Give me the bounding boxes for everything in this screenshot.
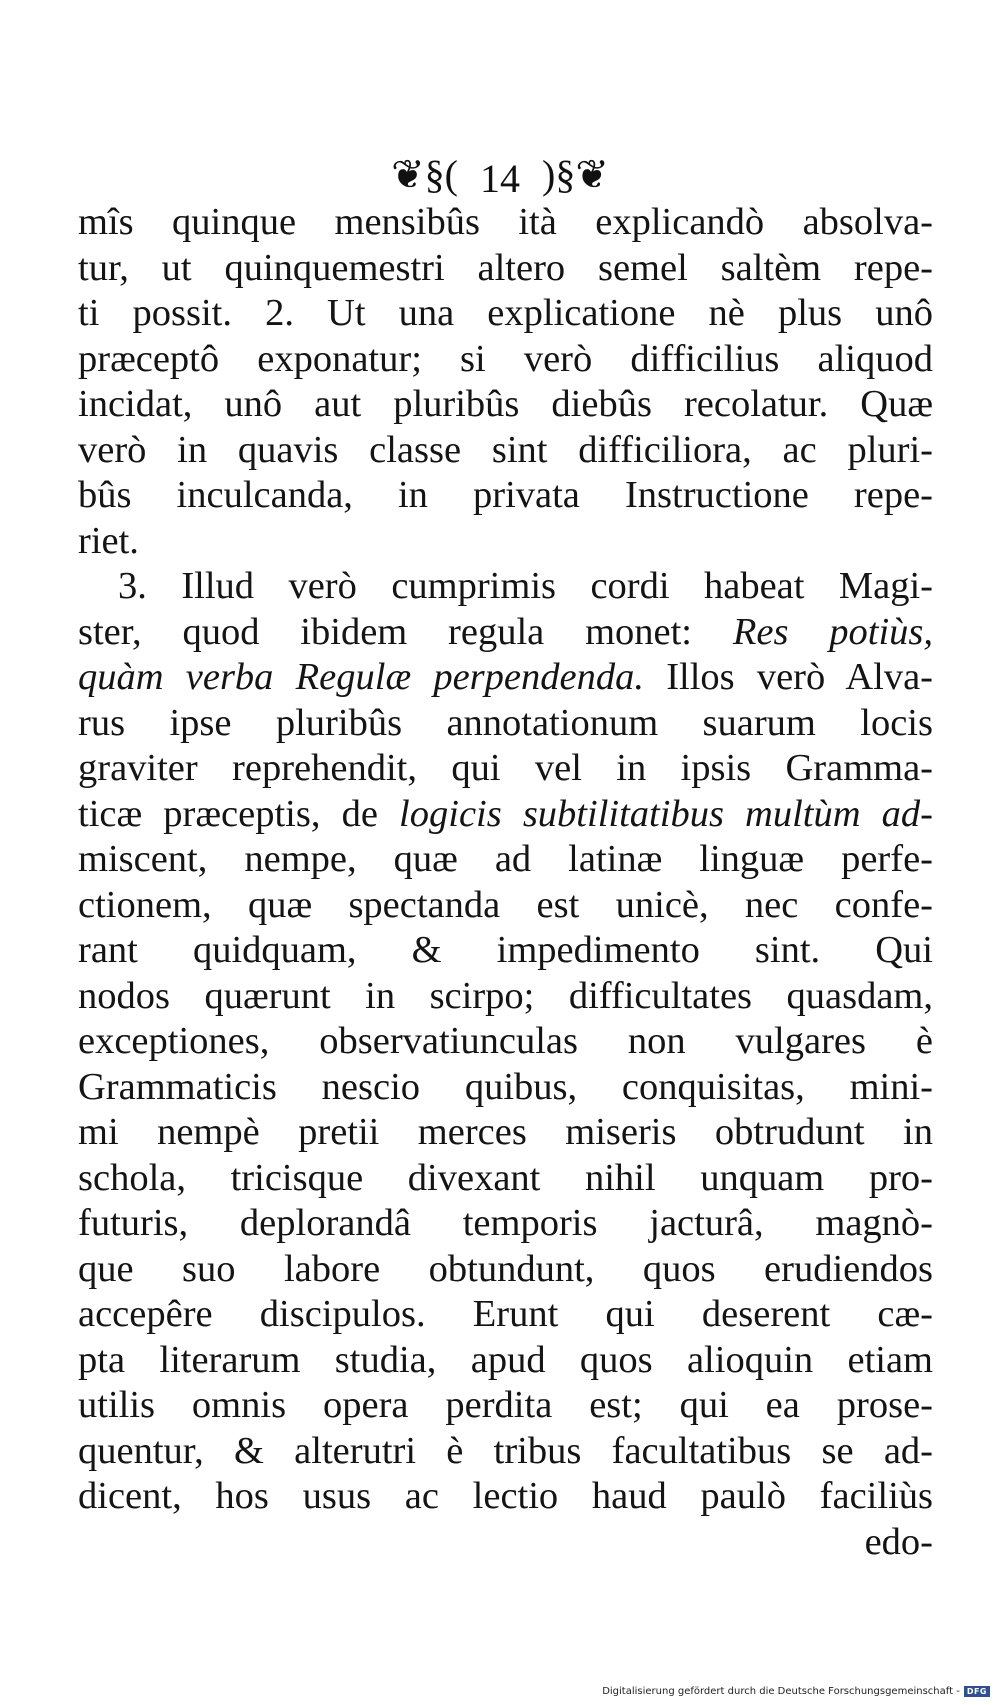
digitization-footer [602, 1686, 990, 1697]
text-line: mi nempè pretii merces miseris obtrudunt in [78, 1111, 933, 1153]
italic-segment: logicis subtilitatibus multùm ad- [399, 792, 933, 835]
text-segment: miscent, nempe, quæ ad latinæ linguæ perfe- [78, 838, 933, 880]
text-line: rant quidquam, & impedimento sint. Qui [78, 929, 933, 971]
text-line-mixed [78, 655, 933, 701]
text-line: tur, ut quinquemestri altero semel saltèm repe- [78, 246, 933, 289]
page-number: 14 [480, 155, 520, 201]
text-line: schola, tricisque divexant nihil unquam pro- [78, 1156, 933, 1199]
text-segment: ticæ præceptis, de [78, 792, 378, 835]
left-ornament: ❦§( [391, 151, 458, 197]
text-line: que suo labore obtundunt, quos erudiendos [78, 1247, 933, 1290]
text-line: præceptô exponatur; si verò difficilius aliquod [78, 337, 933, 380]
text-line: verò in quavis classe sint difficiliora, ac pluri- [78, 428, 933, 471]
text-line-mixed [78, 610, 933, 656]
dfg-logo-icon: DFG [964, 1686, 990, 1697]
text-line: exceptiones, observatiunculas non vulgares è [78, 1020, 933, 1062]
text-line: futuris, deplorandâ temporis jacturâ, magnò- [78, 1202, 933, 1244]
text-line: mîs quinque mensibûs ità explicandò absolva- [78, 201, 933, 243]
text-line: graviter reprehendit, qui vel in ipsis Gramma- [78, 747, 933, 789]
catchword: edo- [864, 1520, 933, 1563]
text-line: ti possit. 2. Ut una explicatione nè plus unô [78, 292, 933, 334]
text-segment: Illos verò Alva- [666, 656, 934, 698]
italic-segment: quàm verba Regulæ perpendenda. [78, 656, 644, 698]
text-line: bûs inculcanda, in privata Instructione repe- [78, 474, 933, 516]
text-line: ctionem, quæ spectanda est unicè, nec confe- [78, 883, 933, 926]
text-line: accepêre discipulos. Erunt qui deserent cæ- [78, 1293, 933, 1335]
text-line: quentur, & alterutri è tribus facultatibus se ad- [78, 1429, 933, 1472]
text-line: rus ipse pluribûs annotationum suarum locis [78, 701, 933, 744]
page-body [78, 200, 933, 1565]
text-line: pta literarum studia, apud quos alioquin etiam [78, 1338, 933, 1381]
page-header [0, 150, 1000, 204]
text-line: utilis omnis opera perdita est; qui ea prose- [78, 1384, 933, 1426]
text-line: incidat, unô aut pluribûs diebûs recolatur. Quæ [78, 383, 933, 425]
text-line: 3. Illud verò cumprimis cordi habeat Magi- [118, 565, 933, 607]
text-line: riet. [78, 519, 139, 562]
text-line-mixed [78, 792, 933, 838]
right-ornament: )§❦ [542, 151, 609, 197]
text-segment: ster, quod ibidem regula monet: [78, 610, 693, 653]
text-line: Grammaticis nescio quibus, conquisitas, mini- [78, 1065, 933, 1108]
footer-credit-text: Digitalisierung gefördert durch die Deutsche Forschungsgemeinschaft - [602, 1686, 960, 1697]
italic-segment: Res potiùs, [732, 610, 934, 653]
text-line: nodos quærunt in scirpo; difficultates quasdam, [78, 974, 933, 1017]
text-line: dicent, hos usus ac lectio haud paulò faciliùs [78, 1475, 933, 1517]
text-line [78, 837, 933, 883]
